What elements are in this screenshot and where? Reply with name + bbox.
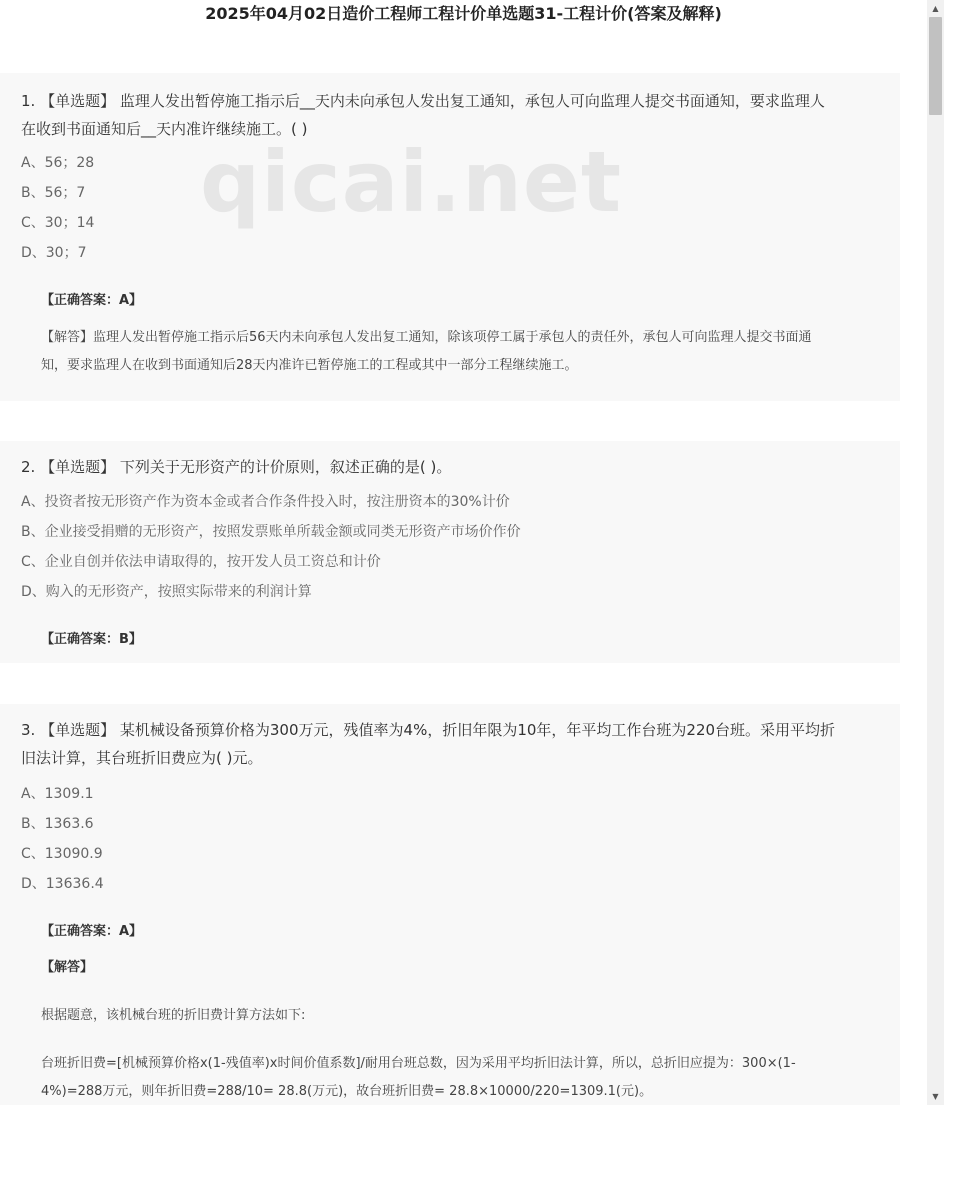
explanation [41,324,877,380]
option-d[interactable]: D、购入的无形资产，按照实际带来的利润计算 [21,584,312,600]
question-card-2 [0,441,900,663]
explanation-line: 【解答】监理人发出暂停施工指示后56天内未向承包人发出复工通知，除该项停工属于承包人的责任外，承包人可向监理人提交书面通 [41,330,812,345]
watermark-logo: qicai.net [200,133,623,231]
question-stem-line: 某机械设备预算价格为300万元，残值率为4%，折旧年限为10年，年平均工作台班为220台班。采用平均折 [119,721,836,739]
page-title: 2025年04月02日造价工程师工程计价单选题31-工程计价(答案及解释) [205,4,722,23]
question-type: 【单选题】 [40,721,116,739]
question-stem-line: 下列关于无形资产的计价原则，叙述正确的是( )。 [119,458,452,476]
question-number: 1. [21,92,36,110]
explanation-paragraph [41,1050,877,1105]
explanation-line: 台班折旧费=[机械预算价格x(1-残值率)x时间价值系数]/耐用台班总数，因为采用平均折旧法计算，所以，总折旧应提为：300×(1- [41,1056,796,1071]
option-a[interactable]: A、投资者按无形资产作为资本金或者合作条件投入时，按注册资本的30%计价 [21,494,510,510]
correct-answer: 【正确答案：A】 [41,293,143,308]
question-stem-line: 监理人发出暂停施工指示后__天内未向承包人发出复工通知，承包人可向监理人提交书面通知，要求监理人 [119,92,825,110]
question-type: 【单选题】 [40,92,116,110]
question-card-3 [0,704,900,1105]
correct-answer: 【正确答案：A】 [41,924,143,939]
scrollbar-thumb[interactable] [929,17,942,115]
option-b[interactable]: B、1363.6 [21,816,94,832]
option-c[interactable]: C、企业自创并依法申请取得的，按开发人员工资总和计价 [21,554,381,570]
option-d[interactable]: D、13636.4 [21,876,104,892]
option-c[interactable]: C、30；14 [21,215,95,231]
question-number: 2. [21,458,36,476]
vertical-scrollbar[interactable] [927,0,944,1105]
explanation-line: 4%)=288万元，则年折旧费=288/10= 28.8(万元)，故台班折旧费= 28.8×10000/220=1309.1(元)。 [41,1084,653,1099]
explanation-line: 知，要求监理人在收到书面通知后28天内准许已暂停施工的工程或其中一部分工程继续施工。 [41,358,578,373]
question-stem [21,716,883,772]
explanation-heading: 【解答】 [41,960,94,975]
option-a[interactable]: A、1309.1 [21,786,94,802]
explanation-paragraph: 根据题意，该机械台班的折旧费计算方法如下: [41,1008,306,1023]
question-stem-line: 旧法计算，其台班折旧费应为( )元。 [21,749,263,767]
question-card-1 [0,73,900,401]
question-type: 【单选题】 [40,458,116,476]
option-a[interactable]: A、56；28 [21,155,95,171]
scroll-up-arrow-icon[interactable]: ▲ [932,4,939,13]
correct-answer: 【正确答案：B】 [41,632,142,647]
question-stem-line: 在收到书面通知后__天内准许继续施工。( ) [21,120,308,138]
question-number: 3. [21,721,36,739]
option-b[interactable]: B、企业接受捐赠的无形资产，按照发票账单所载金额或同类无形资产市场价作价 [21,524,521,540]
option-c[interactable]: C、13090.9 [21,846,103,862]
option-b[interactable]: B、56；7 [21,185,86,201]
option-d[interactable]: D、30；7 [21,245,87,261]
scroll-down-arrow-icon[interactable]: ▼ [932,1092,939,1101]
question-stem [21,87,883,143]
question-stem [21,453,883,481]
